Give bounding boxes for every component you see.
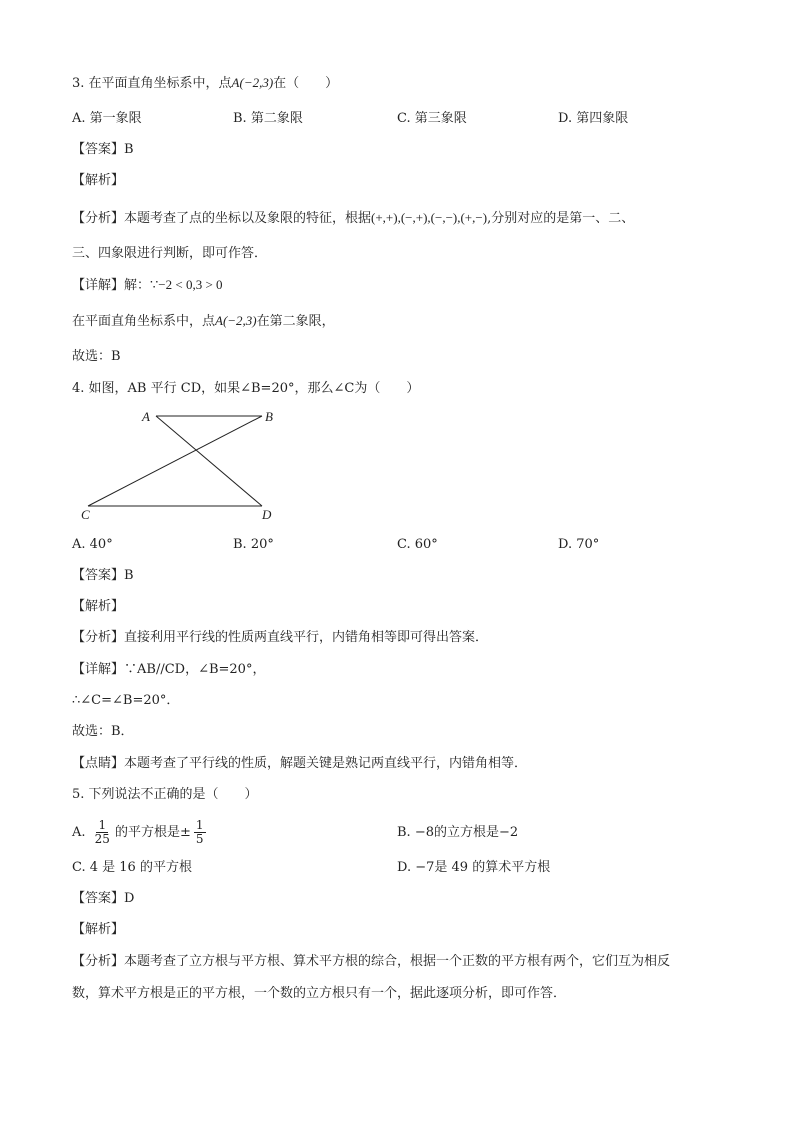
q3-detail xyxy=(72,276,223,295)
label-a: A xyxy=(142,409,150,424)
q3-choose: 故选：B xyxy=(72,349,121,364)
q4-choose: 故选：B． xyxy=(72,724,134,739)
q3-fenxi xyxy=(72,209,634,228)
q3-conclusion-point: A(−2,3) xyxy=(215,313,257,328)
q4-option-b: B. 20° xyxy=(233,537,274,552)
q4-option-c: C. 60° xyxy=(397,537,438,552)
q3-fenxi-line2: 三、四象限进行判断，即可作答． xyxy=(72,246,268,261)
q3-conclusion-text: 在平面直角坐标系中，点 xyxy=(72,314,216,329)
q3-detail-math: ∵−2 < 0,3 > 0 xyxy=(150,277,223,292)
q4-detail1: 【详解】∵AB//CD，∠B=20°， xyxy=(72,662,266,677)
q5-answer: 【答案】D xyxy=(72,891,135,906)
q3-detail-label: 【详解】解： xyxy=(72,278,151,293)
q4-analysis-tag: 【解析】 xyxy=(72,599,125,614)
label-b: B xyxy=(265,409,273,424)
q3-conclusion-suffix: 在第二象限， xyxy=(256,314,335,329)
q3-fenxi-suffix: ,分别对应的是第一、二、 xyxy=(487,211,635,226)
q5-option-a-label: A. xyxy=(72,825,86,840)
q5-fenxi-line2: 数，算术平方根是正的平方根，一个数的立方根只有一个，据此逐项分析，即可作答． xyxy=(72,986,567,1001)
q5-stem: 5. 下列说法不正确的是（ ） xyxy=(72,787,258,802)
q3-stem-text: 3. 在平面直角坐标系中，点 xyxy=(72,76,232,91)
fraction2-denominator: 5 xyxy=(195,832,204,846)
fraction1-denominator: 25 xyxy=(94,832,110,846)
q3-fenxi-text: 【分析】本题考查了点的坐标以及象限的特征，根据 xyxy=(72,211,372,226)
q4-option-d: D. 70° xyxy=(558,537,600,552)
q3-stem-suffix: 在（ ） xyxy=(273,76,339,91)
q4-option-a: A. 40° xyxy=(72,537,113,552)
q4-fenxi: 【分析】直接利用平行线的性质两直线平行，内错角相等即可得出答案． xyxy=(72,630,489,645)
q5-analysis-tag: 【解析】 xyxy=(72,922,125,937)
q5-option-b: B. −8的立方根是−2 xyxy=(397,825,519,840)
q3-answer: 【答案】B xyxy=(72,142,134,157)
fraction2-numerator: 1 xyxy=(195,818,204,832)
q3-option-c: C. 第三象限 xyxy=(397,111,467,126)
q4-detail2: ∴∠C=∠B=20°． xyxy=(72,693,180,708)
q5-fenxi-line1: 【分析】本题考查了立方根与平方根、算术平方根的综合，根据一个正数的平方根有两个，它们互为相反 xyxy=(72,954,671,969)
q5-option-a-fraction2 xyxy=(194,819,206,846)
q5-option-a xyxy=(72,818,209,848)
q5-option-c: C. 4 是 16 的平方根 xyxy=(72,860,192,875)
q5-option-d: D. −7是 49 的算术平方根 xyxy=(397,860,551,875)
q4-stem: 4. 如图，AB 平行 CD，如果∠B=20°，那么∠C为（ ） xyxy=(72,381,420,396)
segment-bc xyxy=(88,416,262,506)
q4-answer: 【答案】B xyxy=(72,568,134,583)
q5-option-a-text: 的平方根是± xyxy=(114,825,191,840)
q4-figure xyxy=(72,402,292,532)
label-c: C xyxy=(81,507,90,522)
fraction1-numerator: 1 xyxy=(98,818,107,832)
q3-option-a: A. 第一象限 xyxy=(72,111,142,126)
segment-ad xyxy=(156,416,262,506)
q5-option-a-fraction1 xyxy=(93,819,112,846)
q3-conclusion xyxy=(72,312,335,331)
q4-dianjing: 【点睛】本题考查了平行线的性质，解题关键是熟记两直线平行，内错角相等． xyxy=(72,756,528,771)
q3-fenxi-signs: (+,+),(−,+),(−,−),(+,−) xyxy=(371,210,488,225)
q3-stem xyxy=(72,74,338,93)
q3-analysis-tag: 【解析】 xyxy=(72,173,125,188)
q3-option-d: D. 第四象限 xyxy=(558,111,629,126)
label-d: D xyxy=(262,507,272,522)
q3-option-b: B. 第二象限 xyxy=(233,111,303,126)
q3-point: A(−2,3) xyxy=(231,75,274,90)
